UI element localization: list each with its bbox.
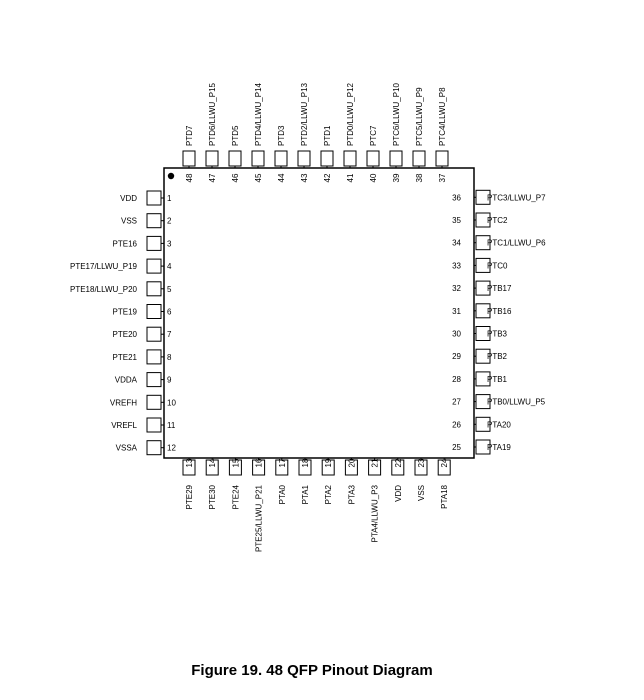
pin-1-pad	[147, 191, 161, 205]
pin-24-number: 24	[440, 458, 450, 468]
pin-17-number: 17	[277, 458, 287, 468]
pin-21-number: 21	[370, 458, 380, 468]
pin-8-pad	[147, 350, 161, 364]
pin-label-ptd1: PTD1	[323, 125, 332, 146]
pin-label-vssa: VSSA	[115, 443, 137, 453]
pin-label-pta19: PTA19	[487, 443, 511, 452]
pin-14-number: 14	[208, 458, 218, 468]
pin-label-ptc7: PTC7	[369, 125, 378, 146]
pin-label-ptc2: PTC2	[487, 216, 508, 225]
pin-label-pte19: PTE19	[112, 307, 137, 317]
pin-9-pad	[147, 373, 161, 387]
pin-label-pta18: PTA18	[440, 485, 450, 509]
pin-6-pad	[147, 305, 161, 319]
pin-label-pte20: PTE20	[112, 330, 137, 340]
pin-9-number: 9	[167, 375, 172, 385]
pin-label-vss: VSS	[417, 485, 426, 502]
pin-18-number: 18	[301, 458, 310, 468]
pin-label-pta3: PTA3	[347, 485, 357, 505]
pin-28-number: 28	[452, 374, 461, 384]
pin-19-number: 19	[324, 458, 334, 468]
pin-6-number: 6	[167, 307, 172, 317]
pin-39-pad	[390, 151, 402, 166]
pin-44-pad	[275, 151, 287, 166]
pin-7-number: 7	[167, 330, 172, 340]
pin-42-pad	[321, 151, 333, 166]
pin-label-ptd3: PTD3	[277, 125, 286, 146]
pin-2-number: 2	[167, 216, 172, 226]
pin-39-number: 39	[392, 173, 401, 183]
pin-label-ptd2-llwu-p13: PTD2/LLWU_P13	[300, 83, 309, 146]
pin-label-ptd0-llwu-p12: PTD0/LLWU_P12	[346, 83, 355, 146]
pin-42-number: 42	[323, 173, 332, 183]
pin-7-pad	[147, 327, 161, 341]
pin-27-number: 27	[452, 397, 461, 407]
pin-label-vrefh: VREFH	[109, 398, 137, 408]
pin-label-ptc1-llwu-p6: PTC1/LLWU_P6	[487, 238, 546, 248]
chip-body	[164, 168, 474, 458]
pin-label-ptc3-llwu-p7: PTC3/LLWU_P7	[487, 193, 546, 203]
pin-40-pad	[367, 151, 379, 166]
pin-label-vdd: VDD	[120, 194, 137, 203]
pin-label-vrefl: VREFL	[111, 421, 137, 430]
pin-45-number: 45	[254, 173, 263, 183]
pin-37-number: 37	[438, 173, 447, 183]
pin-label-ptd5: PTD5	[231, 125, 240, 146]
pin-31-number: 31	[452, 306, 461, 316]
pin-45-pad	[252, 151, 264, 166]
pin-4-number: 4	[167, 262, 172, 272]
pin-label-ptd7: PTD7	[185, 125, 194, 146]
pin-43-pad	[298, 151, 310, 166]
pin-label-pta0: PTA0	[277, 485, 287, 505]
pin-25-number: 25	[452, 443, 461, 452]
pin-43-number: 43	[300, 173, 309, 183]
pin-2-pad	[147, 214, 161, 228]
pin-23-number: 23	[417, 458, 426, 468]
pin-label-pta20: PTA20	[487, 420, 511, 430]
pin-48-number: 48	[185, 173, 194, 183]
pin-3-number: 3	[167, 239, 172, 249]
pin-15-number: 15	[231, 458, 241, 468]
pin-label-pte16: PTE16	[112, 239, 137, 249]
pin-12-number: 12	[167, 443, 176, 453]
pin-label-ptd4-llwu-p14: PTD4/LLWU_P14	[254, 83, 263, 146]
pin-label-ptc0: PTC0	[487, 261, 508, 271]
pin-label-pta4-llwu-p3: PTA4/LLWU_P3	[370, 485, 380, 543]
pin-1-dot	[168, 173, 174, 179]
pin-38-pad	[413, 151, 425, 166]
pin-label-ptb2: PTB2	[487, 352, 508, 362]
pin-34-number: 34	[452, 238, 461, 248]
pin-46-pad	[229, 151, 241, 166]
pin-47-pad	[206, 151, 218, 166]
pin-label-pte29: PTE29	[185, 485, 194, 510]
pin-label-pte21: PTE21	[112, 352, 137, 362]
pin-11-number: 11	[167, 421, 176, 430]
pin-33-number: 33	[452, 261, 461, 271]
pin-12-pad	[147, 441, 161, 455]
pin-label-pte30: PTE30	[208, 485, 218, 510]
pin-label-ptc5-llwu-p9: PTC5/LLWU_P9	[415, 87, 424, 146]
pin-label-pte17-llwu-p19: PTE17/LLWU_P19	[70, 262, 137, 272]
pin-47-number: 47	[208, 173, 217, 183]
figure-caption: Figure 19. 48 QFP Pinout Diagram	[191, 662, 433, 679]
pin-10-number: 10	[167, 398, 176, 408]
pin-11-pad	[147, 418, 161, 432]
pin-1-number: 1	[167, 194, 172, 203]
pin-41-pad	[344, 151, 356, 166]
pin-label-ptb3: PTB3	[487, 329, 508, 339]
pin-label-ptb17: PTB17	[487, 284, 512, 294]
pin-label-vdd: VDD	[393, 485, 403, 502]
pin-26-number: 26	[452, 420, 461, 430]
pin-35-number: 35	[452, 216, 461, 225]
pin-4-pad	[147, 259, 161, 273]
pin-22-number: 22	[393, 458, 403, 468]
pin-label-pta1: PTA1	[301, 485, 310, 505]
pin-36-number: 36	[452, 193, 461, 203]
pin-8-number: 8	[167, 352, 172, 362]
pin-30-number: 30	[452, 329, 461, 339]
pin-label-ptc4-llwu-p8: PTC4/LLWU_P8	[438, 87, 447, 146]
pin-label-pte25-llwu-p21: PTE25/LLWU_P21	[254, 485, 264, 552]
pin-label-ptc6-llwu-p10: PTC6/LLWU_P10	[392, 83, 401, 146]
pin-label-vss: VSS	[120, 216, 137, 226]
pin-5-number: 5	[167, 284, 172, 294]
pin-label-pta2: PTA2	[324, 485, 334, 505]
pin-label-pte18-llwu-p20: PTE18/LLWU_P20	[70, 284, 137, 294]
pin-40-number: 40	[369, 173, 378, 183]
pin-13-number: 13	[185, 458, 194, 468]
pin-label-ptb1: PTB1	[487, 374, 508, 384]
pin-3-pad	[147, 236, 161, 250]
pin-5-pad	[147, 282, 161, 296]
pin-38-number: 38	[415, 173, 424, 183]
pin-29-number: 29	[452, 352, 461, 362]
pin-48-pad	[183, 151, 195, 166]
pin-label-ptb16: PTB16	[487, 306, 512, 316]
pin-37-pad	[436, 151, 448, 166]
pin-44-number: 44	[277, 173, 286, 183]
pin-41-number: 41	[346, 173, 355, 183]
pin-10-pad	[147, 395, 161, 409]
pin-20-number: 20	[347, 458, 357, 468]
pin-label-ptd6-llwu-p15: PTD6/LLWU_P15	[208, 83, 217, 146]
pin-32-number: 32	[452, 284, 461, 294]
pin-16-number: 16	[254, 458, 264, 468]
pin-label-ptb0-llwu-p5: PTB0/LLWU_P5	[487, 397, 546, 407]
pin-46-number: 46	[231, 173, 240, 183]
pin-label-pte24: PTE24	[231, 485, 241, 510]
pin-label-vdda: VDDA	[114, 375, 137, 385]
